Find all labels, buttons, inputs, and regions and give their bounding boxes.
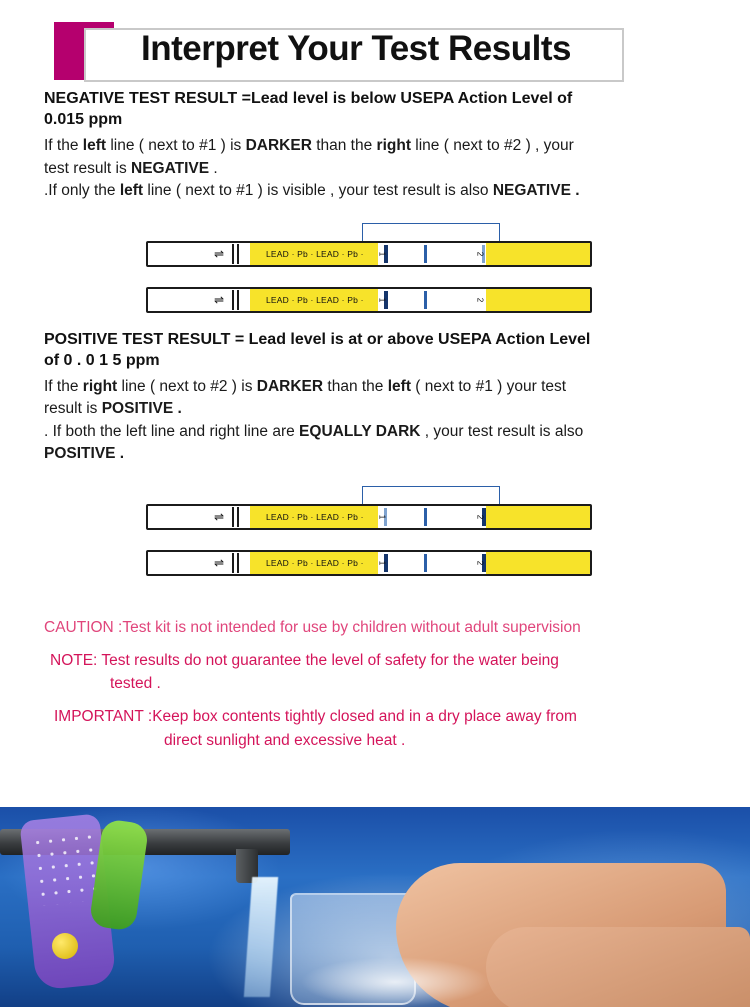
important-label: IMPORTANT : — [54, 708, 153, 726]
pos-l1-darker: DARKER — [256, 377, 324, 395]
positive-strip-1 — [146, 504, 592, 530]
positive-strip-2 — [146, 550, 592, 576]
neg-l2-b: . — [209, 159, 218, 177]
important-text-2: direct sunlight and excessive heat . — [164, 731, 406, 749]
neg-l2-neg: NEGATIVE — [131, 159, 210, 177]
positive-heading-line1: POSITIVE TEST RESULT = Lead level is at or above USEPA Action Level — [44, 330, 591, 348]
caution-label: CAUTION : — [44, 618, 123, 636]
pos-l1-b: line ( next to #2 ) is — [117, 377, 257, 395]
pos-l1-right: right — [82, 377, 118, 395]
bottle-cap-graphic — [52, 933, 78, 959]
negative-strip-2-arrow: ⇌ — [214, 292, 225, 307]
page-title: Interpret Your Test Results — [141, 29, 571, 68]
positive-strip-diagram — [44, 484, 714, 592]
pos-l1-a: If the — [44, 377, 83, 395]
positive-strip-2-arrow: ⇌ — [214, 555, 225, 570]
negative-strip-2-marker1: 1 — [377, 297, 387, 302]
negative-strip-1 — [146, 241, 592, 267]
neg-l2-a: test result is — [44, 159, 131, 177]
neg-l1-b: line ( next to #1 ) is — [106, 137, 246, 155]
negative-heading-line1: NEGATIVE TEST RESULT =Lead level is below USEPA Action Level of — [44, 90, 573, 107]
positive-strip-1-marker2: 2 — [475, 514, 485, 519]
negative-strip-1-label: LEAD · Pb · LEAD · Pb · — [266, 248, 364, 259]
neg-l3-neg: NEGATIVE . — [492, 182, 580, 200]
neg-l1-a: If the — [44, 137, 83, 155]
negative-strip-2 — [146, 287, 592, 313]
positive-strip-2-label: LEAD · Pb · LEAD · Pb · — [266, 557, 364, 568]
neg-l1-d: line ( next to #2 ) , your — [410, 137, 574, 155]
positive-strip-2-marker2: 2 — [475, 560, 485, 565]
negative-strip-diagram — [44, 221, 714, 329]
content-body — [0, 88, 750, 592]
negative-heading — [44, 88, 714, 130]
caution-note — [44, 616, 730, 639]
note-label: NOTE: — [50, 651, 98, 669]
neg-l3-b: line ( next to #1 ) is visible , your test result is also — [143, 182, 493, 200]
positive-strip-1-label: LEAD · Pb · LEAD · Pb · — [266, 511, 364, 522]
positive-heading — [44, 329, 714, 371]
pos-l1-d: ( next to #1 ) your test — [410, 377, 567, 395]
neg-l1-c: than the — [311, 137, 377, 155]
neg-l1-left: left — [82, 137, 107, 155]
note-text-2: tested . — [110, 675, 161, 693]
negative-strip-2-marker2: 2 — [475, 297, 485, 302]
water-photo — [0, 807, 750, 1007]
negative-bracket — [362, 223, 500, 241]
neg-l3-left: left — [119, 182, 144, 200]
neg-l3-a: .If only the — [44, 182, 120, 200]
negative-rule-1 — [44, 135, 714, 202]
positive-strip-1-arrow: ⇌ — [214, 509, 225, 524]
pos-l2-a: result is — [44, 400, 102, 418]
positive-bracket — [362, 486, 500, 504]
general-note — [44, 649, 730, 696]
neg-l1-darker: DARKER — [245, 137, 312, 155]
hand-secondary-graphic — [486, 927, 750, 1007]
neg-l1-right: right — [376, 137, 411, 155]
pos-l1-left: left — [387, 377, 411, 395]
pos-l3-equal: EQUALLY DARK — [299, 422, 421, 440]
positive-strip-2-marker1: 1 — [377, 560, 387, 565]
pos-l2-pos: POSITIVE . — [101, 400, 182, 418]
positive-heading-line2: of 0 . 0 1 5 ppm — [44, 351, 160, 369]
title-banner — [0, 16, 750, 88]
pos-l3-b: , your test result is also — [420, 422, 584, 440]
pos-l3-a: . If both the left line and right line are — [44, 422, 300, 440]
positive-rule-1 — [44, 376, 714, 466]
pos-l1-c: than the — [323, 377, 388, 395]
notes-block — [0, 616, 750, 752]
caution-text: Test kit is not intended for use by children without adult supervision — [122, 618, 581, 636]
negative-strip-1-marker2: 2 — [475, 251, 485, 256]
negative-strip-1-marker1: 1 — [377, 251, 387, 256]
positive-strip-1-marker1: 1 — [377, 514, 387, 519]
negative-heading-line2: 0.015 ppm — [44, 111, 123, 129]
pos-l4-pos: POSITIVE . — [44, 445, 125, 463]
important-text: Keep box contents tightly closed and in a dry place away from — [152, 708, 577, 726]
note-text: Test results do not guarantee the level of safety for the water being — [97, 651, 559, 669]
splash-graphic — [300, 957, 490, 1007]
important-note — [44, 705, 730, 752]
negative-strip-1-arrow: ⇌ — [214, 246, 225, 261]
negative-strip-2-label: LEAD · Pb · LEAD · Pb · — [266, 294, 364, 305]
